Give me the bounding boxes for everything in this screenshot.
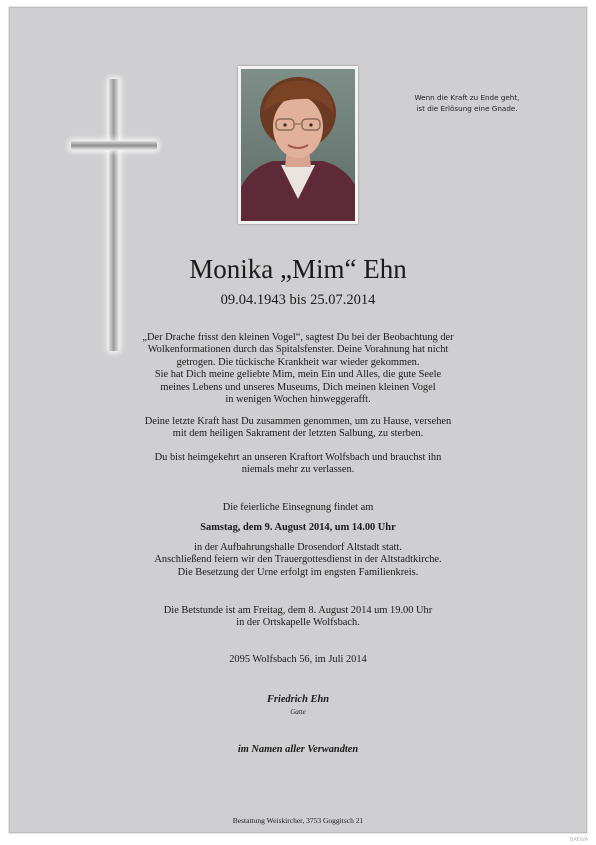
ceremony-details xyxy=(0,542,596,579)
text-line: in der Ortskapelle Wolfsbach. xyxy=(236,617,360,629)
quote-line: ist die Erlösung eine Gnade. xyxy=(416,104,518,113)
place-date: 2095 Wolfsbach 56, im Juli 2014 xyxy=(229,654,367,665)
text-line: Du bist heimgekehrt an unseren Kraftort Wolfsbach und brauchst ihn xyxy=(154,452,442,463)
ceremony-date: Samstag, dem 9. August 2014, um 14.00 Uhr xyxy=(200,522,396,533)
text-line: niemals mehr zu verlassen. xyxy=(241,464,355,476)
text-line: Die Betstunde ist am Freitag, dem 8. August 2014 um 19.00 Uhr xyxy=(163,605,433,616)
text-line: Wolkenformationen durch das Spitalsfenster. Deine Vorahnung hat nicht xyxy=(147,344,449,356)
signatory-name: Friedrich Ehn xyxy=(266,694,330,705)
portrait-image xyxy=(241,69,355,221)
text-line: Anschließend feiern wir den Trauergottesdienst in der Altstadtkirche. xyxy=(154,554,442,566)
quote-line: Wenn die Kraft zu Ende geht, xyxy=(414,93,520,102)
text-line: Sie hat Dich meine geliebte Mim, mein Ein und Alles, die gute Seele xyxy=(154,369,442,381)
watermark: BAEWA xyxy=(569,837,588,843)
funeral-home-footer: Bestattung Weiskircher, 3753 Goggitsch 21 xyxy=(232,816,364,825)
prayer-hour xyxy=(0,605,596,630)
text-line: Deine letzte Kraft hast Du zusammen genommen, um zu Hause, versehen xyxy=(144,416,452,427)
text-line: mit dem heiligen Sakrament der letzten Salbung, zu sterben. xyxy=(172,428,424,440)
paragraph-last-strength xyxy=(0,416,596,441)
memorial-quote xyxy=(392,92,542,114)
text-line: in wenigen Wochen hinweggerafft. xyxy=(225,394,371,406)
paragraph-farewell xyxy=(0,332,596,406)
portrait-photo xyxy=(241,69,355,221)
cross-icon-crossbar xyxy=(71,141,157,150)
text-line: in der Aufbahrungshalle Drosendorf Altstadt statt. xyxy=(194,542,402,553)
cross-icon xyxy=(109,79,119,351)
deceased-name: Monika „Mim“ Ehn xyxy=(189,254,407,284)
text-line: getrogen. Die tückische Krankheit war wieder gekommen. xyxy=(176,356,420,368)
portrait-frame xyxy=(238,66,358,224)
text-line: meines Lebens und unseres Museums, Dich meinen kleinen Vogel xyxy=(160,381,436,393)
life-dates: 09.04.1943 bis 25.07.2014 xyxy=(220,292,376,308)
text-line: „Der Drache frisst den kleinen Vogel“, sagtest Du bei der Beobachtung der xyxy=(142,332,454,343)
paragraph-homecoming xyxy=(0,452,596,477)
ceremony-intro: Die feierliche Einsegnung findet am xyxy=(222,502,374,513)
text-line: Die Besetzung der Urne erfolgt im engsten Familienkreis. xyxy=(177,566,419,578)
relatives-line: im Namen aller Verwandten xyxy=(237,744,359,755)
signatory-role: Gatte xyxy=(290,708,306,716)
